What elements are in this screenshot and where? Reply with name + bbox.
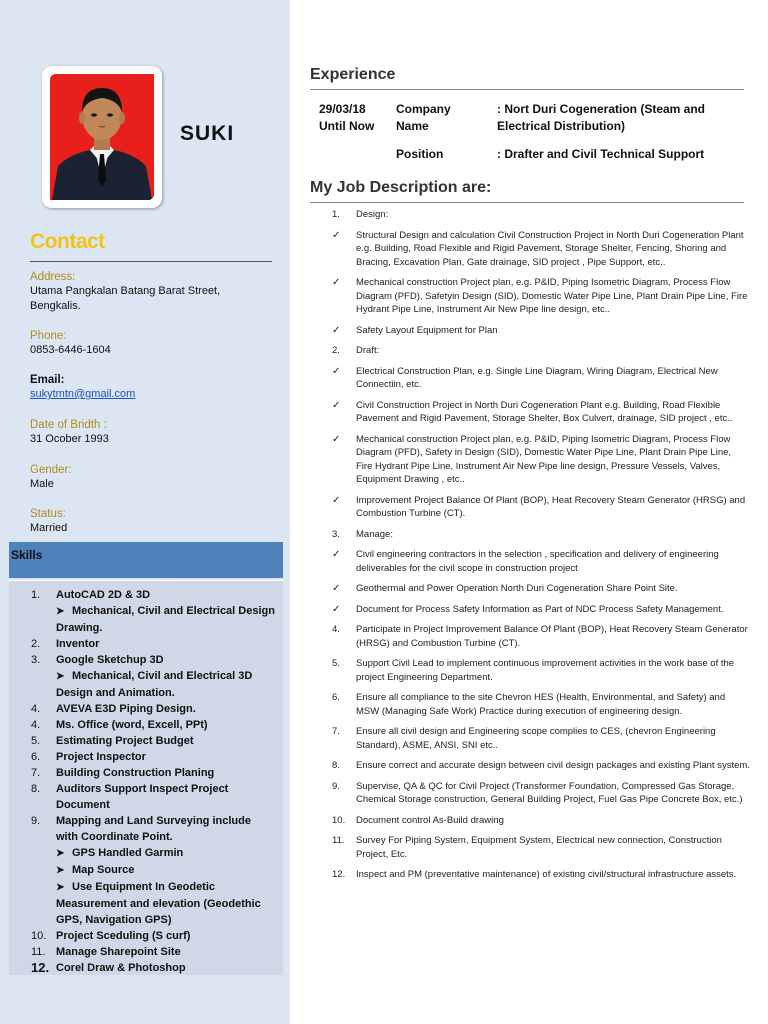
job-description-text: Document control As-Build drawing [356,814,504,826]
experience-date-start: 29/03/18 [319,102,366,116]
job-description-item [310,725,750,752]
job-description-number: 4. [332,624,340,635]
checkmark-icon: ✓ [332,277,341,288]
job-description-item [310,528,750,542]
job-description-text: Civil Construction Project in North Duri Cogeneration Plant e.g. Building, Road Flexible Pavement and Rigid Pavement, Storage Shelter, Box Culvert, drainage, SID project , etc.. [356,399,733,424]
job-description-text: Structural Design and calculation Civil Construction Project in North Duri Cogeneration Plant e.g. Building, Road Flexible and Rigid Pavement, Storage Shelter, Fencing, Shoring and Bracing, Excavation Plan, Gate drainage, SID project , Pipe Support, etc.. [356,229,744,268]
skills-header [9,542,283,578]
skill-subitem-continuation: GPS, Navigation GPS) [56,914,172,926]
skill-item-continuation: with Coordinate Point. [56,831,173,843]
job-description-text: Document for Process Safety Information as Part of NDC Process Safety Management. [356,603,724,615]
contact-divider [30,261,272,262]
job-description-item [310,548,750,575]
email-label: Email: [30,374,65,386]
experience-heading: Experience [310,66,396,83]
skill-subitem-text: Mechanical, Civil and Electrical Design [72,605,275,617]
job-description-item [310,759,750,773]
skill-subitem [9,603,283,620]
skill-text: Ms. Office (word, Excell, PPt) [56,719,208,731]
skill-number: 9. [31,815,41,827]
job-description-item [310,344,750,358]
skill-number: 1. [31,589,41,601]
candidate-name: SUKI [180,122,235,145]
job-description-item [310,582,750,596]
job-description-item [310,691,750,718]
checkmark-icon: ✓ [332,365,341,377]
skill-subitem [9,668,283,685]
skill-number: 5. [31,735,41,747]
skill-number: 8. [31,783,41,795]
job-description-text: Improvement Project Balance Of Plant (BOP), Heat Recovery Steam Generator (HRSG) and Combustion Turbine (CT). [356,494,746,519]
job-description-item [310,399,750,426]
job-description-item [310,657,750,684]
skill-subitem-continuation: Drawing. [56,622,103,634]
job-description-item [310,834,750,861]
skill-text: AVEVA E3D Piping Design. [56,703,196,715]
skill-text: AutoCAD 2D & 3D [56,589,151,601]
skill-item [9,960,283,976]
company-label [396,101,451,135]
job-description-heading: My Job Description are: [310,179,492,196]
skill-number: 4. [31,719,41,731]
skill-item [9,944,283,960]
position-label: Position [396,147,444,161]
arrow-bullet-icon: ➤ [56,606,65,617]
status-label: Status: [30,508,66,520]
job-description-text: Design: [356,209,389,220]
job-description-item [310,603,750,617]
company-value-line-2: Electrical Distribution) [497,119,626,133]
address-value-line-2: Bengkalis. [30,300,81,312]
job-description-number: 6. [332,692,340,703]
skill-item [9,813,283,829]
skills-heading: Skills [11,548,43,562]
job-description-number: 8. [332,760,340,771]
skill-number: 2. [31,638,41,650]
checkmark-icon: ✓ [332,229,341,241]
skill-text: Inventor [56,638,100,650]
company-label-line-2: Name [396,119,429,133]
experience-date-end: Until Now [319,119,375,133]
checkmark-icon: ✓ [332,494,341,506]
job-description-item [310,276,750,317]
dob-section [30,418,270,447]
job-description-item [310,324,750,338]
job-description-number: 9. [332,780,340,792]
job-description-text: Supervise, QA & QC for Civil Project (Transformer Foundation, Compressed Gas Storage, Chemical Storage construction, General Building Project, Fuel Gas Pipe Concrete Box, etc.) [356,780,743,805]
job-description-divider [310,202,744,203]
skill-item [9,928,283,944]
skill-number: 6. [31,751,41,763]
gender-section [30,463,270,492]
job-description-text: Draft: [356,345,380,356]
skill-subitem-text: Map Source [72,864,135,876]
job-description-item [310,365,750,392]
job-description-text: Ensure correct and accurate design between civil design packages and existing Plant system. [356,760,750,771]
skill-subitem-continuation: Design and Animation. [56,687,175,699]
company-value-line-1: : Nort Duri Cogeneration (Steam and [497,102,706,116]
job-description-number: 2. [332,345,340,356]
skills-box [9,580,283,975]
job-description-text: Mechanical construction Project plan, e.g. P&ID, Piping Isometric Diagram, Process Flow Diagram (PFD), Safetyin Design (SID), Domestic Water Pipe Line, Plant Drain Pipe Line, Fire Hydrant Pipe Line, Instrument Air New Pipe line design, etc.. [356,277,748,315]
skill-item [9,733,283,749]
job-description-number: 7. [332,726,340,737]
skill-text: Estimating Project Budget [56,735,194,747]
job-description-number: 10. [332,814,346,826]
job-description-text: Survey For Piping System, Equipment System, Electrical new connection, Construction Project, Etc. [356,835,722,860]
skill-item [9,652,283,668]
job-description-item [310,433,750,487]
job-description-number: 1. [332,209,340,220]
skill-text: Google Sketchup 3D [56,654,164,666]
job-description-number: 5. [332,658,340,669]
skill-text: Auditors Support Inspect Project [56,783,229,795]
skill-number: 10. [31,930,47,942]
contact-heading: Contact [30,230,105,253]
phone-label: Phone: [30,330,67,342]
status-value: Married [30,522,68,534]
job-description-item [310,623,750,650]
skill-item-continuation: Document [56,799,110,811]
skill-text: Corel Draw & Photoshop [56,962,186,974]
job-description-number: 12. [332,869,346,880]
job-description-text: Participate in Project Improvement Balance Of Plant (BOP), Heat Recovery Steam Generator (HRSG) and Combustion Turbine (CT). [356,624,748,649]
checkmark-icon: ✓ [332,399,341,411]
checkmark-icon: ✓ [332,324,341,336]
address-value-line-1: Utama Pangkalan Batang Barat Street, [30,285,221,297]
job-description-item [310,814,750,828]
arrow-bullet-icon: ➤ [56,848,65,859]
job-description-text: Mechanical construction Project plan, e.g. P&ID, Piping Isometric Diagram, Process Flow Diagram (PFD), Safety in Design (SID), Domestic Water Pipe Line, Plant Drain Pipe Line, Fire Hydrant Pipe Line, Instrument Air New Pipe line design, Pressure Vessels, Valves, Equipment Drawing , etc.. [356,433,732,485]
job-description-text: Civil engineering contractors in the selection , specification and delivery of engineering deliverables for the civil scope in construction project [356,549,719,574]
skill-item [9,636,283,652]
arrow-bullet-icon: ➤ [56,882,65,893]
email-section [30,373,270,402]
phone-value: 0853-6446-1604 [30,344,111,356]
arrow-bullet-icon: ➤ [56,671,65,682]
skill-number: 3. [31,654,41,666]
skill-number: 4. [31,703,41,715]
skill-number: 12. [31,960,50,975]
skill-item [9,701,283,717]
job-description-text: Manage: [356,528,393,540]
skill-text: Project Sceduling (S curf) [56,930,191,942]
skill-text: Manage Sharepoint Site [56,946,181,958]
experience-dates [319,101,374,135]
skill-subitem [9,862,283,879]
skill-item [9,587,283,603]
job-description-text: Geothermal and Power Operation North Duri Cogeneration Share Point Site. [356,583,678,594]
job-description-item [310,208,750,222]
person-portrait-icon [50,74,154,200]
job-description-number: 11. [332,835,345,846]
job-description-text: Ensure all compliance to the site Chevron HES (Health, Environmental, and Safety) and MSW (Managing Safe Work) Practice during execution of engineering design. [356,692,726,717]
company-label-line-1: Company [396,102,451,116]
skill-item [9,765,283,781]
status-section [30,507,270,536]
job-description-text: Support Civil Lead to implement continuous improvement activities in the work base of the project Engineering Department. [356,658,735,683]
sidebar [0,0,290,1024]
profile-photo-frame [42,66,162,208]
skill-subitem-continuation: Measurement and elevation (Geodethic [56,898,261,910]
skill-subitem [9,879,283,896]
job-description-text: Ensure all civil design and Engineering scope complies to CES, (chevron Engineering Standard), ASME, ANSI, SNI etc.. [356,726,716,751]
phone-section [30,329,270,358]
job-description-item [310,868,750,882]
skill-subitem-text: GPS Handled Garmin [72,847,184,859]
arrow-bullet-icon: ➤ [56,865,65,876]
skill-number: 11. [31,946,46,958]
skill-item [9,781,283,797]
skill-subitem [9,845,283,862]
company-value [497,101,705,135]
address-section [30,270,270,314]
dob-label: Date of Bridth : [30,419,107,431]
checkmark-icon: ✓ [332,549,341,560]
skill-subitem-text: Mechanical, Civil and Electrical 3D [72,670,253,682]
gender-label: Gender: [30,464,72,476]
skill-item [9,749,283,765]
position-value: : Drafter and Civil Technical Support [497,147,705,161]
skill-text: Building Construction Planing [56,767,215,779]
skills-list [9,587,283,976]
dob-value: 31 Ocober 1993 [30,433,109,445]
profile-photo [50,74,154,200]
address-label: Address: [30,271,76,283]
job-description-list [310,208,750,889]
job-description-item [310,229,750,270]
skill-number: 7. [31,767,41,779]
checkmark-icon: ✓ [332,583,341,594]
job-description-text: Inspect and PM (preventative maintenance) of existing civil/structural infrastructure assets. [356,869,737,880]
job-description-item [310,494,750,521]
gender-value: Male [30,478,54,490]
checkmark-icon: ✓ [332,433,341,445]
skill-text: Project Inspector [56,751,146,763]
skill-subitem-text: Use Equipment In Geodetic [72,881,216,893]
job-description-text: Safety Layout Equipment for Plan [356,324,498,336]
email-link[interactable]: sukytmtn@gmail.com [30,388,136,400]
job-description-number: 3. [332,528,340,540]
checkmark-icon: ✓ [332,603,341,615]
skill-text: Mapping and Land Surveying include [56,815,251,827]
job-description-text: Electrical Construction Plan, e.g. Single Line Diagram, Wiring Diagram, Electrical New Connectiin, etc. [356,365,718,390]
skill-item [9,717,283,733]
job-description-item [310,780,750,807]
experience-divider [310,89,744,90]
